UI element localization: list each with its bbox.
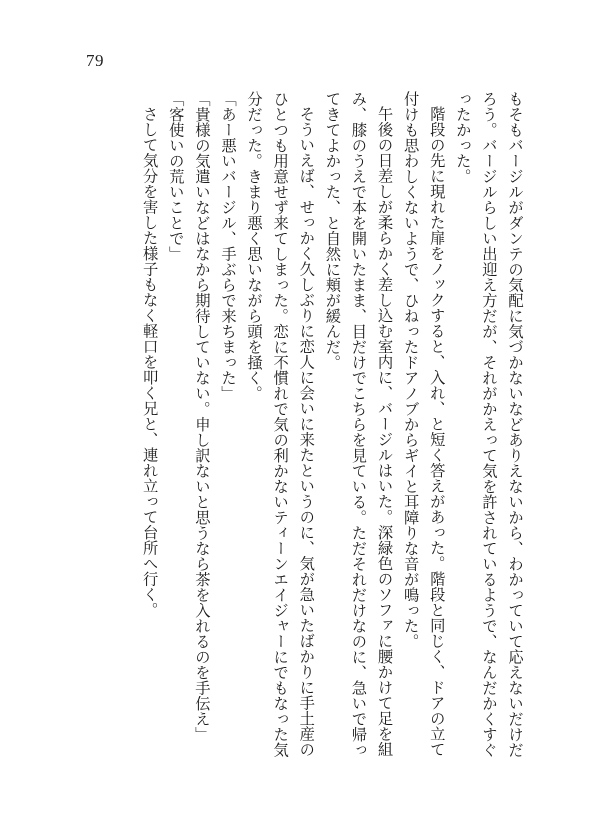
paragraph-2: 階段の先に現れた扉をノックすると、入れ、と短く答えがあった。階段と同じく、ドアの立て付けも思わしくないようで、ひねったドアノブからギイと耳障りな音が鳴った。 — [401, 91, 446, 758]
dialogue-2: 「貴様の気遣いなどはなから期待していない。申し訳ないと思うなら茶を入れるのを手伝え」 — [192, 91, 211, 742]
paragraph-1: もそもバージルがダンテの気配に気づかないなどありえないから、わかっていて応えないだけだろう。バージルらしい出迎え方だが、それがかえって気を許されているようで、なんだかくすぐったかった。 — [453, 91, 524, 758]
dialogue-1: 「あー悪いバージル、手ぶらで来ちまった」 — [218, 91, 237, 401]
paragraph-5: さして気分を害した様子もなく軽口を叩く兄と、連れ立って台所へ行く。 — [140, 106, 159, 618]
vertical-body-text — [110, 91, 528, 771]
paragraph-3: 午後の日差しが柔らかく差し込む室内に、バージルはいた。深緑色のソファに腰かけて足を組み、膝のうえで本を開いたまま、目だけでこちらを見ている。ただそれだけなのに、急いで帰ってきてよかった、と自然に頬が緩んだ。 — [323, 91, 394, 758]
dialogue-3: 「客使いの荒いことで」 — [166, 91, 185, 262]
paragraph-4: そういえば、せっかく久しぶりに恋人に会いに来たというのに、気が急いたばかりに手土産のひとつも用意せず来てしまった。恋に不慣れで気の利かないティーンエイジャーにでもなった気分だった。きまり悪く思いながら頭を掻く。 — [245, 91, 316, 758]
page-number: 79 — [86, 51, 104, 70]
